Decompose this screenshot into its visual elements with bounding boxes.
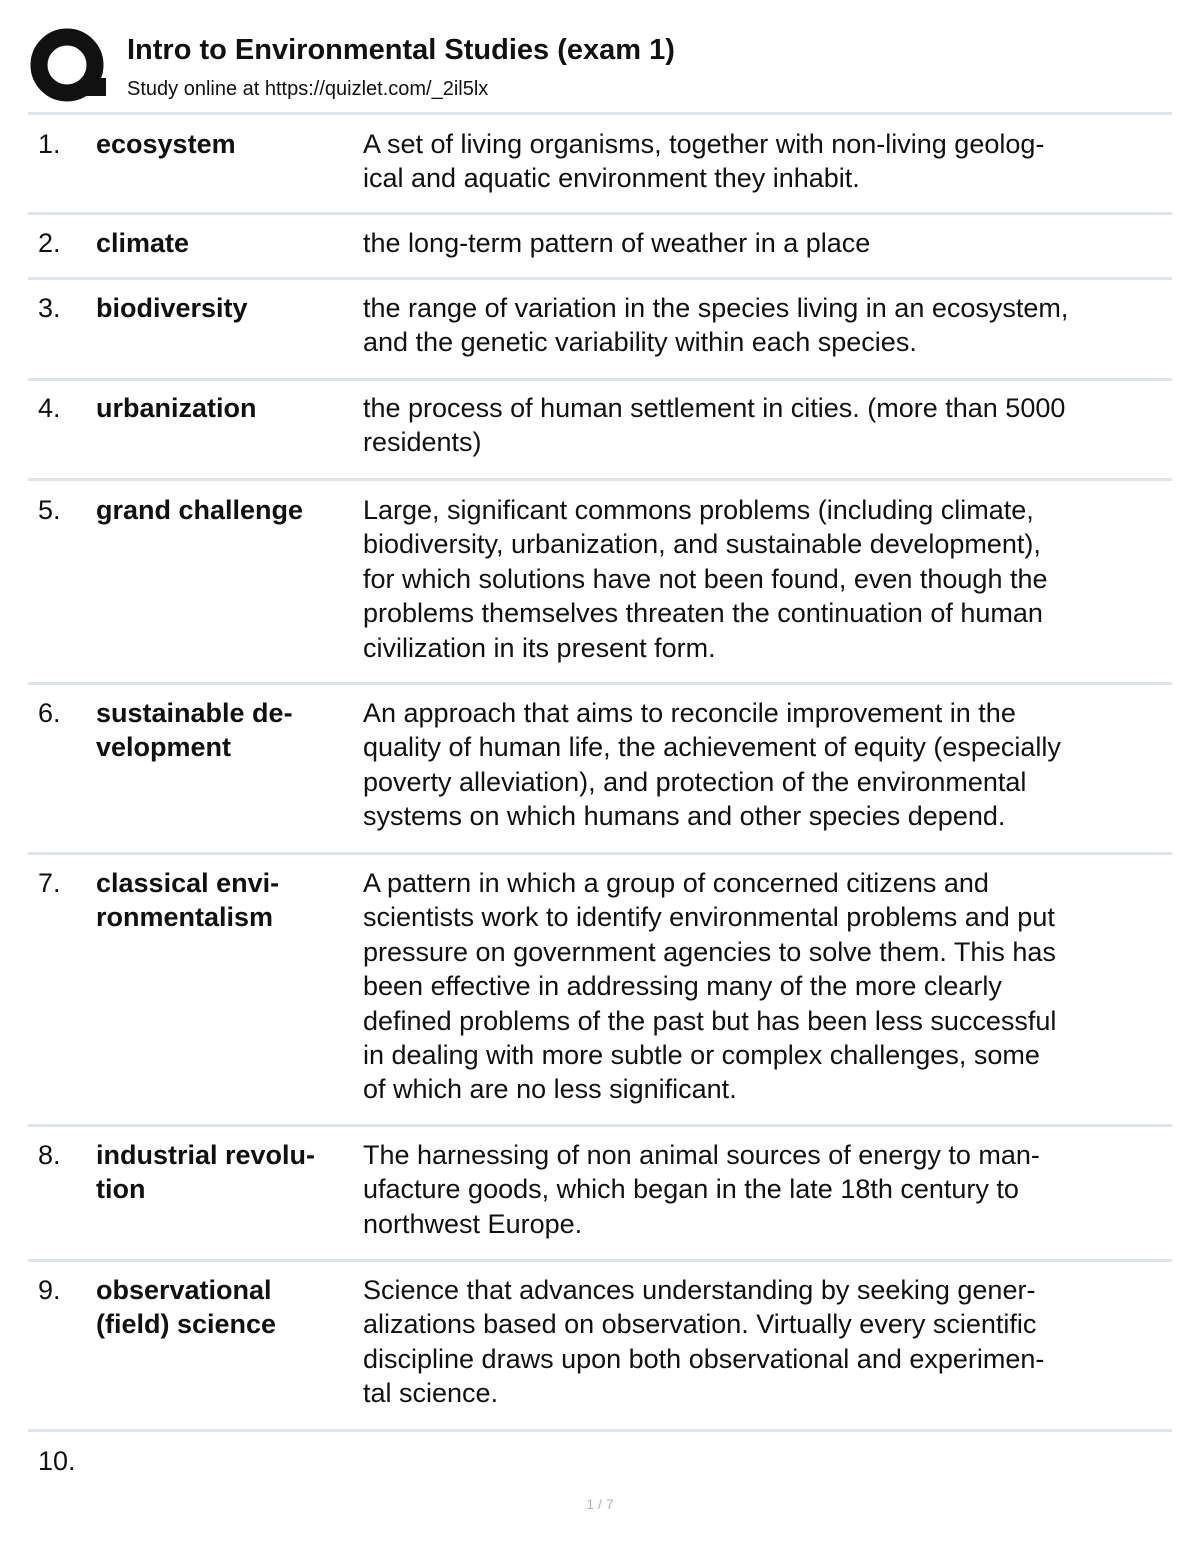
term-line: ronmentalism [96, 902, 274, 932]
definition-line: been effective in addressing many of the more clearly [363, 971, 1002, 1002]
definition-line: pressure on government agencies to solve them. This has [363, 936, 1056, 967]
term-line: grand challenge [96, 495, 304, 525]
term-line: tion [96, 1174, 146, 1204]
card-divider [28, 852, 1172, 855]
term-line: industrial revolu- [96, 1140, 316, 1170]
definition-line: and the genetic variability within each species. [363, 327, 917, 358]
definition-line: Large, significant commons problems (including climate, [363, 495, 1034, 525]
card-number: 9. [38, 1275, 61, 1305]
page-indicator: 1 / 7 [586, 1496, 614, 1512]
card-term [96, 696, 354, 764]
card-definition [363, 866, 1168, 1107]
card-divider [28, 1124, 1172, 1127]
card-number: 7. [38, 868, 61, 898]
definition-line: civilization in its present form. [363, 632, 716, 663]
definition-line: An approach that aims to reconcile improvement in the [363, 698, 1016, 728]
card-divider [28, 212, 1172, 215]
card-number: 5. [38, 495, 61, 525]
card-definition [363, 226, 1168, 260]
card-divider [28, 1429, 1172, 1432]
card-term [96, 226, 354, 260]
definition-line: systems on which humans and other species depend. [363, 801, 1006, 832]
definition-line: in dealing with more subtle or complex challenges, some [363, 1040, 1040, 1071]
card-definition [363, 493, 1168, 665]
card-number: 6. [38, 698, 61, 728]
card-definition [363, 1273, 1168, 1411]
definition-line: scientists work to identify environmental problems and put [363, 902, 1055, 933]
term-line: observational [96, 1275, 272, 1305]
card-number: 8. [38, 1140, 61, 1170]
definition-line: The harnessing of non animal sources of energy to man- [363, 1140, 1040, 1170]
term-line: climate [96, 228, 190, 258]
card-number: 4. [38, 393, 61, 423]
definition-line: discipline draws upon both observational and experimen- [363, 1343, 1045, 1374]
definition-line: the process of human settlement in cities. (more than 5000 [363, 393, 1066, 423]
term-line: urbanization [96, 393, 257, 423]
card-divider [28, 378, 1172, 381]
card-term [96, 866, 354, 934]
card-definition [363, 127, 1168, 196]
card-number: 2. [38, 228, 61, 258]
term-line: sustainable de- [96, 698, 293, 728]
definition-line: A pattern in which a group of concerned citizens and [363, 868, 989, 898]
definition-line: the range of variation in the species living in an ecosystem, [363, 293, 1069, 323]
card-divider [28, 478, 1172, 481]
card-number: 3. [38, 293, 61, 323]
card-definition [363, 391, 1168, 460]
definition-line: A set of living organisms, together with non-living geolog- [363, 129, 1045, 159]
card-divider [28, 1259, 1172, 1262]
study-online-link[interactable]: Study online at https://quizlet.com/_2il5lx [127, 78, 489, 100]
definition-line: for which solutions have not been found, even though the [363, 563, 1048, 594]
definition-line: problems themselves threaten the continuation of human [363, 598, 1043, 629]
definition-line: poverty alleviation), and protection of the environmental [363, 766, 1027, 797]
definition-line: northwest Europe. [363, 1208, 583, 1239]
card-term [96, 127, 354, 161]
definition-line: biodiversity, urbanization, and sustainable development), [363, 529, 1041, 560]
definition-line: ufacture goods, which began in the late 18th century to [363, 1174, 1019, 1205]
definition-line: the long-term pattern of weather in a place [363, 228, 871, 258]
study-set-title: Intro to Environmental Studies (exam 1) [127, 34, 675, 66]
definition-line: defined problems of the past but has been less successful [363, 1005, 1057, 1036]
card-term [96, 291, 354, 325]
card-term [96, 391, 354, 425]
definition-line: tal science. [363, 1378, 499, 1409]
definition-line: ical and aquatic environment they inhabit. [363, 163, 860, 194]
term-line: velopment [96, 732, 232, 762]
term-line: biodiversity [96, 293, 248, 323]
card-definition [363, 1138, 1168, 1241]
definition-line: of which are no less significant. [363, 1074, 737, 1105]
term-line: classical envi- [96, 868, 280, 898]
card-term [96, 493, 354, 527]
definition-line: Science that advances understanding by seeking gener- [363, 1275, 1036, 1305]
definition-line: alizations based on observation. Virtually every scientific [363, 1309, 1037, 1340]
term-line: (field) science [96, 1309, 277, 1339]
definition-line: residents) [363, 427, 482, 458]
card-divider [28, 277, 1172, 280]
card-definition [363, 696, 1168, 834]
card-divider [28, 682, 1172, 685]
definition-line: quality of human life, the achievement of equity (especially [363, 732, 1061, 763]
card-number: 1. [38, 129, 61, 159]
card-number: 10. [38, 1446, 76, 1476]
card-definition [363, 291, 1168, 360]
card-term [96, 1138, 354, 1206]
term-line: ecosystem [96, 129, 236, 159]
card-term [96, 1273, 354, 1341]
